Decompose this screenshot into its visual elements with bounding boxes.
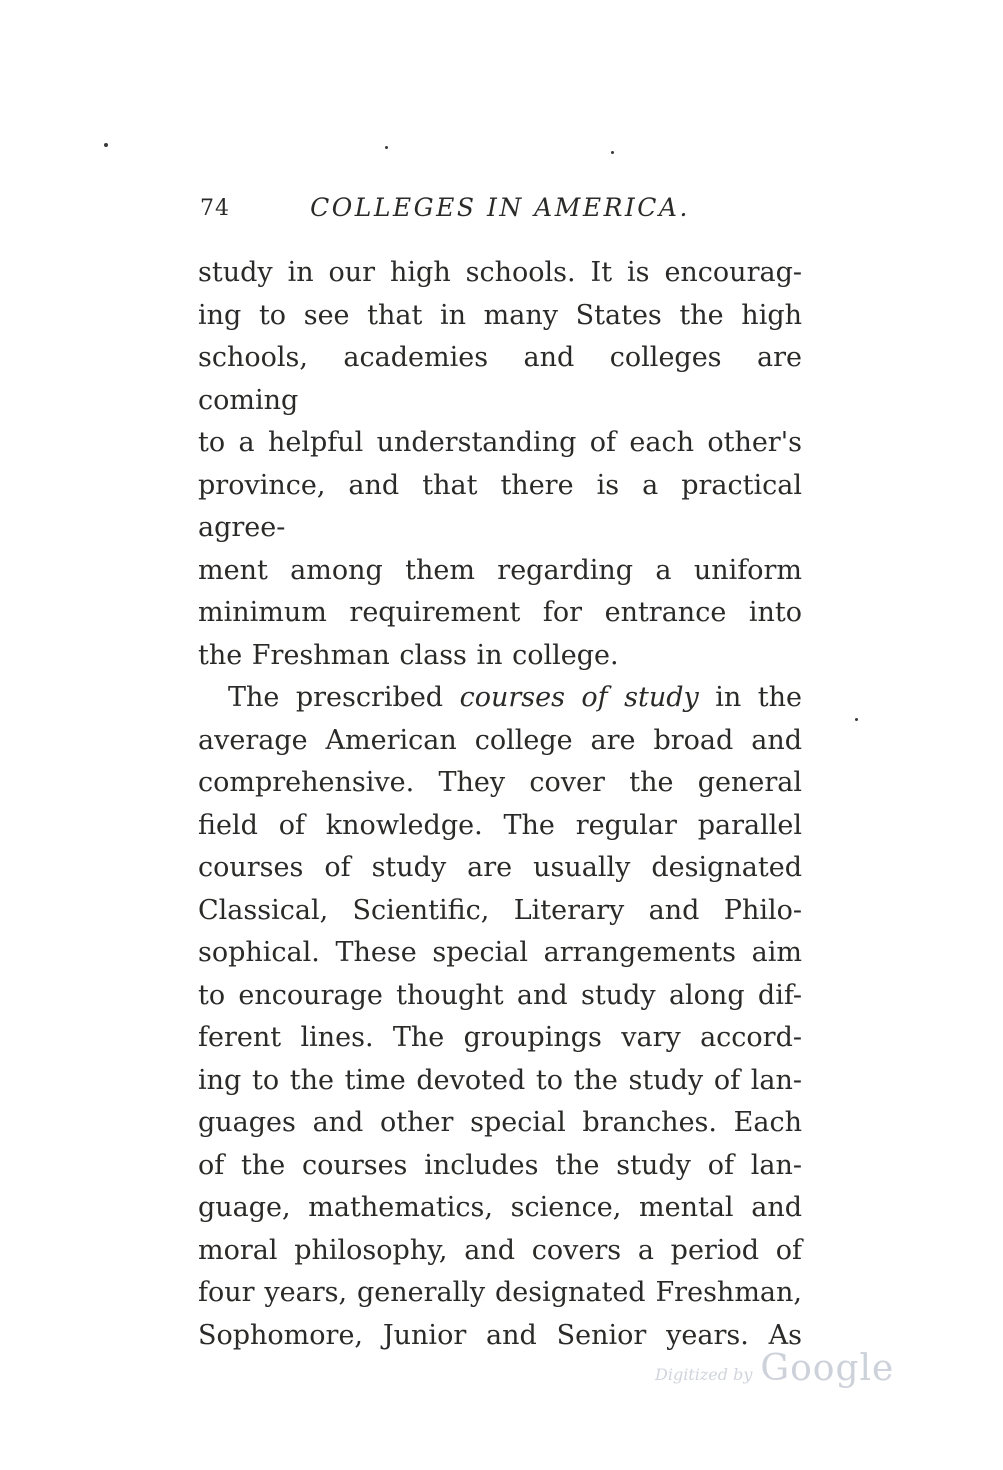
text-line xyxy=(198,932,802,975)
text-line xyxy=(198,1102,802,1145)
text-line xyxy=(198,805,802,848)
scan-speck xyxy=(611,151,614,154)
text-line xyxy=(198,635,802,678)
page-header xyxy=(198,193,802,223)
text-line xyxy=(198,252,802,295)
text-segment: guage, mathematics, science, mental and xyxy=(198,1192,802,1223)
running-title: COLLEGES IN AMERICA. xyxy=(310,193,690,222)
text-segment: comprehensive. They cover the general xyxy=(198,767,802,798)
text-line xyxy=(198,1272,802,1315)
text-segment: The prescribed xyxy=(228,682,460,713)
page-number: 74 xyxy=(200,196,230,221)
text-segment: ing to see that in many States the high xyxy=(198,299,802,331)
text-segment: to encourage thought and study along dif- xyxy=(198,979,802,1011)
text-line xyxy=(198,890,802,933)
text-segment: sophical. These special arrangements aim xyxy=(198,937,802,968)
text-segment: ment among them regarding a uniform xyxy=(198,554,802,586)
text-line xyxy=(198,720,802,763)
text-segment: guages and other special branches. Each xyxy=(198,1107,802,1138)
text-block xyxy=(198,252,802,1357)
text-line xyxy=(198,295,802,338)
text-line xyxy=(198,677,802,720)
text-segment: to a helpful understanding of each other's xyxy=(198,427,802,458)
scan-speck xyxy=(104,143,108,147)
text-segment: province, and that there is a practical agree- xyxy=(198,469,802,543)
text-segment: the Freshman class in college. xyxy=(198,639,619,671)
text-segment: Sophomore, Junior and Senior years. As xyxy=(198,1319,802,1351)
text-line xyxy=(198,762,802,805)
text-line xyxy=(198,1060,802,1103)
text-line xyxy=(198,1017,802,1060)
scan-speck xyxy=(385,146,388,149)
text-line xyxy=(198,1230,802,1273)
text-segment: of the courses includes the study of lan- xyxy=(198,1149,802,1181)
text-line xyxy=(198,465,802,550)
text-line xyxy=(198,1145,802,1188)
google-logo: Google xyxy=(760,1348,895,1389)
text-line xyxy=(198,847,802,890)
scan-speck xyxy=(855,718,858,721)
text-line xyxy=(198,1187,802,1230)
text-segment: ferent lines. The groupings vary accord- xyxy=(198,1022,802,1053)
text-segment: schools, academies and colleges are coming xyxy=(198,342,802,416)
text-segment: field of knowledge. The regular parallel xyxy=(198,809,802,841)
text-segment: moral philosophy, and covers a period of xyxy=(198,1234,802,1266)
italic-phrase: courses of study xyxy=(459,682,699,713)
text-line xyxy=(198,975,802,1018)
text-segment: study in our high schools. It is encourag- xyxy=(198,257,802,288)
text-segment: four years, generally designated Freshman, xyxy=(198,1277,802,1308)
text-segment: in the xyxy=(698,682,802,713)
text-line xyxy=(198,592,802,635)
text-segment: ing to the time devoted to the study of lan- xyxy=(198,1064,802,1096)
watermark xyxy=(655,1348,894,1389)
text-line xyxy=(198,550,802,593)
text-line xyxy=(198,422,802,465)
text-segment: minimum requirement for entrance into xyxy=(198,597,802,628)
watermark-prefix: Digitized by xyxy=(655,1365,753,1384)
text-segment: Classical, Scientific, Literary and Philo- xyxy=(198,894,802,926)
text-segment: average American college are broad and xyxy=(198,724,802,756)
text-line xyxy=(198,337,802,422)
text-segment: courses of study are usually designated xyxy=(198,852,802,883)
